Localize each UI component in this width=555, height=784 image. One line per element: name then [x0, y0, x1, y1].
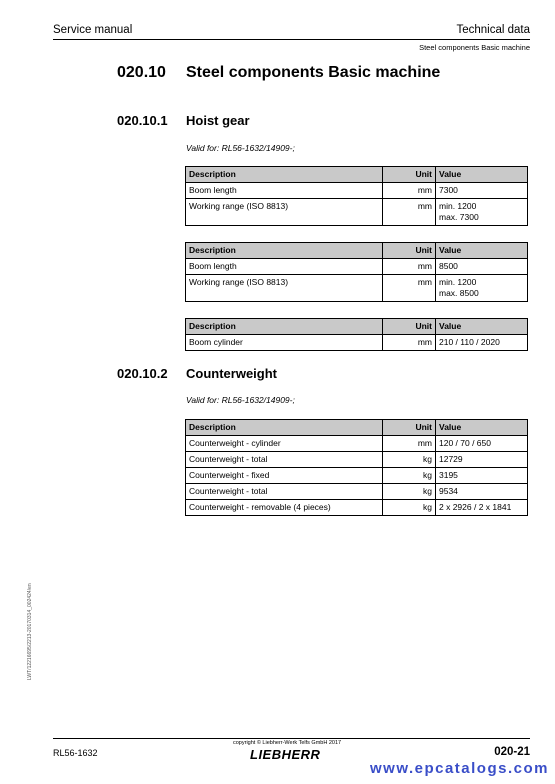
- cell-description: Working range (ISO 8813): [186, 199, 383, 226]
- cell-unit: kg: [383, 484, 436, 500]
- value-line-2: max. 7300: [439, 212, 479, 222]
- cell-description: Counterweight - total: [186, 452, 383, 468]
- cell-description: Counterweight - total: [186, 484, 383, 500]
- cell-value: 8500: [436, 259, 528, 275]
- section-title: Steel components Basic machine: [186, 64, 441, 81]
- cell-unit: mm: [383, 275, 436, 302]
- cell-description: Boom cylinder: [186, 335, 383, 351]
- value-line-1: min. 1200: [439, 201, 477, 211]
- table-row: [186, 183, 528, 199]
- col-description: Description: [186, 319, 383, 335]
- cell-value: 7300: [436, 183, 528, 199]
- table-row: [186, 335, 528, 351]
- table-row: [186, 500, 528, 516]
- header-subtitle: Steel components Basic machine: [419, 43, 530, 52]
- cell-value: [436, 275, 528, 302]
- cell-value: 2 x 2926 / 2 x 1841: [436, 500, 528, 516]
- cell-unit: mm: [383, 335, 436, 351]
- table-row: [186, 436, 528, 452]
- footer-divider: [53, 738, 530, 739]
- col-unit: Unit: [383, 319, 436, 335]
- value-line-1: min. 1200: [439, 277, 477, 287]
- cell-unit: mm: [383, 436, 436, 452]
- cell-value: 3195: [436, 468, 528, 484]
- table-row: [186, 484, 528, 500]
- col-value: Value: [436, 243, 528, 259]
- value-line-2: max. 8500: [439, 288, 479, 298]
- cell-value: 9534: [436, 484, 528, 500]
- col-description: Description: [186, 243, 383, 259]
- col-unit: Unit: [383, 243, 436, 259]
- table-row: [186, 275, 528, 302]
- footer-model: RL56-1632: [53, 748, 98, 758]
- cell-value: [436, 199, 528, 226]
- col-value: Value: [436, 420, 528, 436]
- cell-unit: kg: [383, 468, 436, 484]
- hoist-gear-table-3: [185, 318, 528, 351]
- table-header-row: [186, 243, 528, 259]
- hoist-gear-title: Hoist gear: [186, 113, 250, 128]
- counterweight-title: Counterweight: [186, 366, 277, 381]
- cell-unit: kg: [383, 452, 436, 468]
- table-header-row: [186, 319, 528, 335]
- cell-description: Counterweight - fixed: [186, 468, 383, 484]
- copyright-text: copyright © Liebherr-Werk Telfs GmbH 2017: [233, 740, 342, 746]
- col-unit: Unit: [383, 167, 436, 183]
- page-number: 020-21: [494, 746, 530, 758]
- col-unit: Unit: [383, 420, 436, 436]
- section-number: 020.10: [117, 64, 166, 81]
- table-row: [186, 199, 528, 226]
- cell-value: 120 / 70 / 650: [436, 436, 528, 452]
- table-header-row: [186, 167, 528, 183]
- cell-value: 12729: [436, 452, 528, 468]
- header-manual-title: Service manual: [53, 24, 133, 36]
- hoist-gear-table-1: [185, 166, 528, 226]
- cell-description: Boom length: [186, 183, 383, 199]
- watermark-link[interactable]: www.epcatalogs.com: [370, 760, 549, 777]
- table-header-row: [186, 420, 528, 436]
- cell-unit: mm: [383, 259, 436, 275]
- counterweight-valid-for: Valid for: RL56-1632/14909-;: [186, 395, 295, 405]
- document-code: LWT/12216695/2213-20170314_002424/en: [27, 583, 33, 680]
- header-section-title: Technical data: [456, 24, 530, 36]
- liebherr-logo: LIEBHERR: [250, 747, 321, 762]
- counterweight-table: [185, 419, 528, 516]
- cell-description: Boom length: [186, 259, 383, 275]
- table-row: [186, 452, 528, 468]
- counterweight-number: 020.10.2: [117, 366, 168, 381]
- cell-value: 210 / 110 / 2020: [436, 335, 528, 351]
- hoist-gear-table-2: [185, 242, 528, 302]
- header-divider: [53, 39, 530, 40]
- cell-unit: mm: [383, 199, 436, 226]
- col-value: Value: [436, 167, 528, 183]
- table-row: [186, 259, 528, 275]
- cell-description: Counterweight - cylinder: [186, 436, 383, 452]
- hoist-gear-valid-for: Valid for: RL56-1632/14909-;: [186, 143, 295, 153]
- col-description: Description: [186, 420, 383, 436]
- hoist-gear-number: 020.10.1: [117, 113, 168, 128]
- col-description: Description: [186, 167, 383, 183]
- col-value: Value: [436, 319, 528, 335]
- table-row: [186, 468, 528, 484]
- cell-unit: mm: [383, 183, 436, 199]
- cell-description: Counterweight - removable (4 pieces): [186, 500, 383, 516]
- cell-unit: kg: [383, 500, 436, 516]
- cell-description: Working range (ISO 8813): [186, 275, 383, 302]
